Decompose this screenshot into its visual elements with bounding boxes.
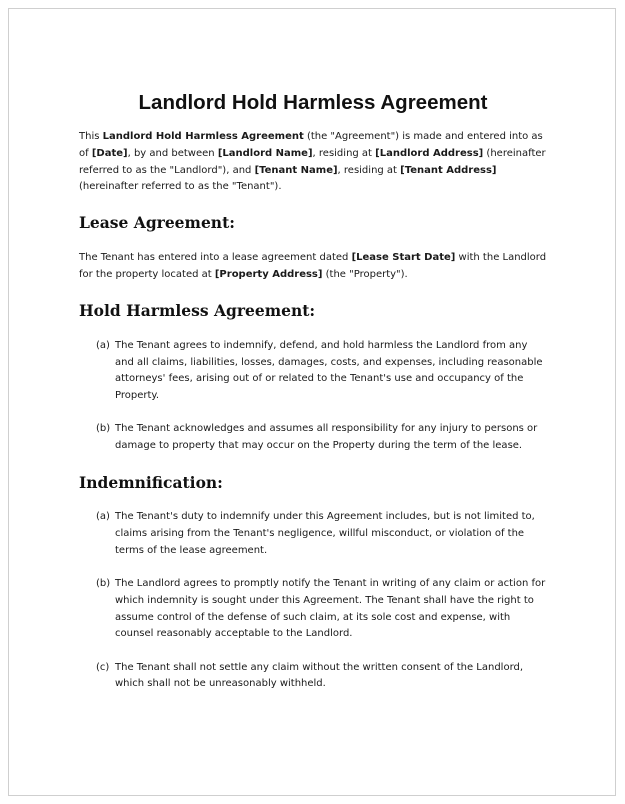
list-marker: (b)	[96, 423, 111, 435]
document-body	[79, 129, 549, 693]
lease-text: with the Landlord for the property located at	[79, 252, 547, 280]
intro-paragraph	[79, 129, 549, 196]
list-item-text: The Tenant shall not settle any claim without the written consent of the Landlord, which shall not be unreasonably withheld.	[115, 661, 524, 690]
list-item-text: The Tenant's duty to indemnify under this Agreement includes, but is not limited to, claims arising from the Tenant's negligence, willful misconduct, or violation of the terms of the lease agreement.	[115, 511, 535, 556]
agreement-name: Landlord Hold Harmless Agreement	[102, 131, 304, 142]
lease-paragraph	[79, 250, 549, 284]
intro-text: (the "Agreement") is made and entered into as of	[79, 131, 543, 159]
list-item	[79, 421, 549, 455]
list-item	[79, 338, 549, 405]
lease-text: (the "Property").	[322, 268, 408, 280]
landlord-name-placeholder: [Landlord Name]	[217, 147, 313, 159]
hold-harmless-heading: Hold Harmless Agreement:	[79, 300, 316, 320]
list-item-text: The Tenant acknowledges and assumes all responsibility for any injury to persons or damage to property that may occur on the Property during the term of the lease.	[115, 423, 538, 452]
hold-harmless-list	[79, 338, 549, 455]
tenant-address-placeholder: [Tenant Address]	[400, 164, 497, 176]
intro-text: , residing at	[337, 164, 401, 176]
list-marker: (b)	[96, 577, 111, 589]
list-item	[79, 509, 549, 559]
intro-text: (hereinafter referred to as the "Tenant").	[79, 181, 282, 193]
list-marker: (a)	[96, 339, 110, 351]
date-placeholder: [Date]	[91, 147, 128, 159]
list-item-text: The Tenant agrees to indemnify, defend, and hold harmless the Landlord from any and all claims, liabilities, losses, damages, costs, and expenses, including reasonable attorneys' fees, arising out of or related to the Tenant's use and occupancy of the Property.	[115, 339, 543, 402]
lease-heading: Lease Agreement:	[79, 213, 235, 233]
intro-text: , residing at	[312, 147, 376, 159]
intro-text: (hereinafter referred to as the "Landlord"), and	[79, 147, 546, 176]
landlord-address-placeholder: [Landlord Address]	[375, 147, 484, 159]
list-marker: (a)	[96, 511, 110, 523]
list-item	[79, 576, 549, 643]
lease-text: The Tenant has entered into a lease agreement dated	[79, 252, 352, 264]
indemnification-list	[79, 509, 549, 693]
lease-start-date-placeholder: [Lease Start Date]	[351, 252, 456, 264]
indemnification-heading: Indemnification:	[79, 473, 223, 493]
list-marker: (c)	[96, 661, 110, 673]
list-item	[79, 660, 549, 694]
list-item-text: The Landlord agrees to promptly notify the Tenant in writing of any claim or action for which indemnity is sought under this Agreement. The Tenant shall have the right to assume control of the defense of such claim, at its sole cost and expense, with counsel reasonably acceptable to the Landlord.	[115, 577, 546, 640]
intro-text: , by and between	[127, 147, 218, 159]
intro-text: This	[79, 131, 103, 142]
tenant-name-placeholder: [Tenant Name]	[254, 164, 338, 176]
document-page	[8, 8, 616, 796]
document-title: Landlord Hold Harmless Agreement	[138, 91, 488, 114]
property-address-placeholder: [Property Address]	[214, 268, 323, 280]
